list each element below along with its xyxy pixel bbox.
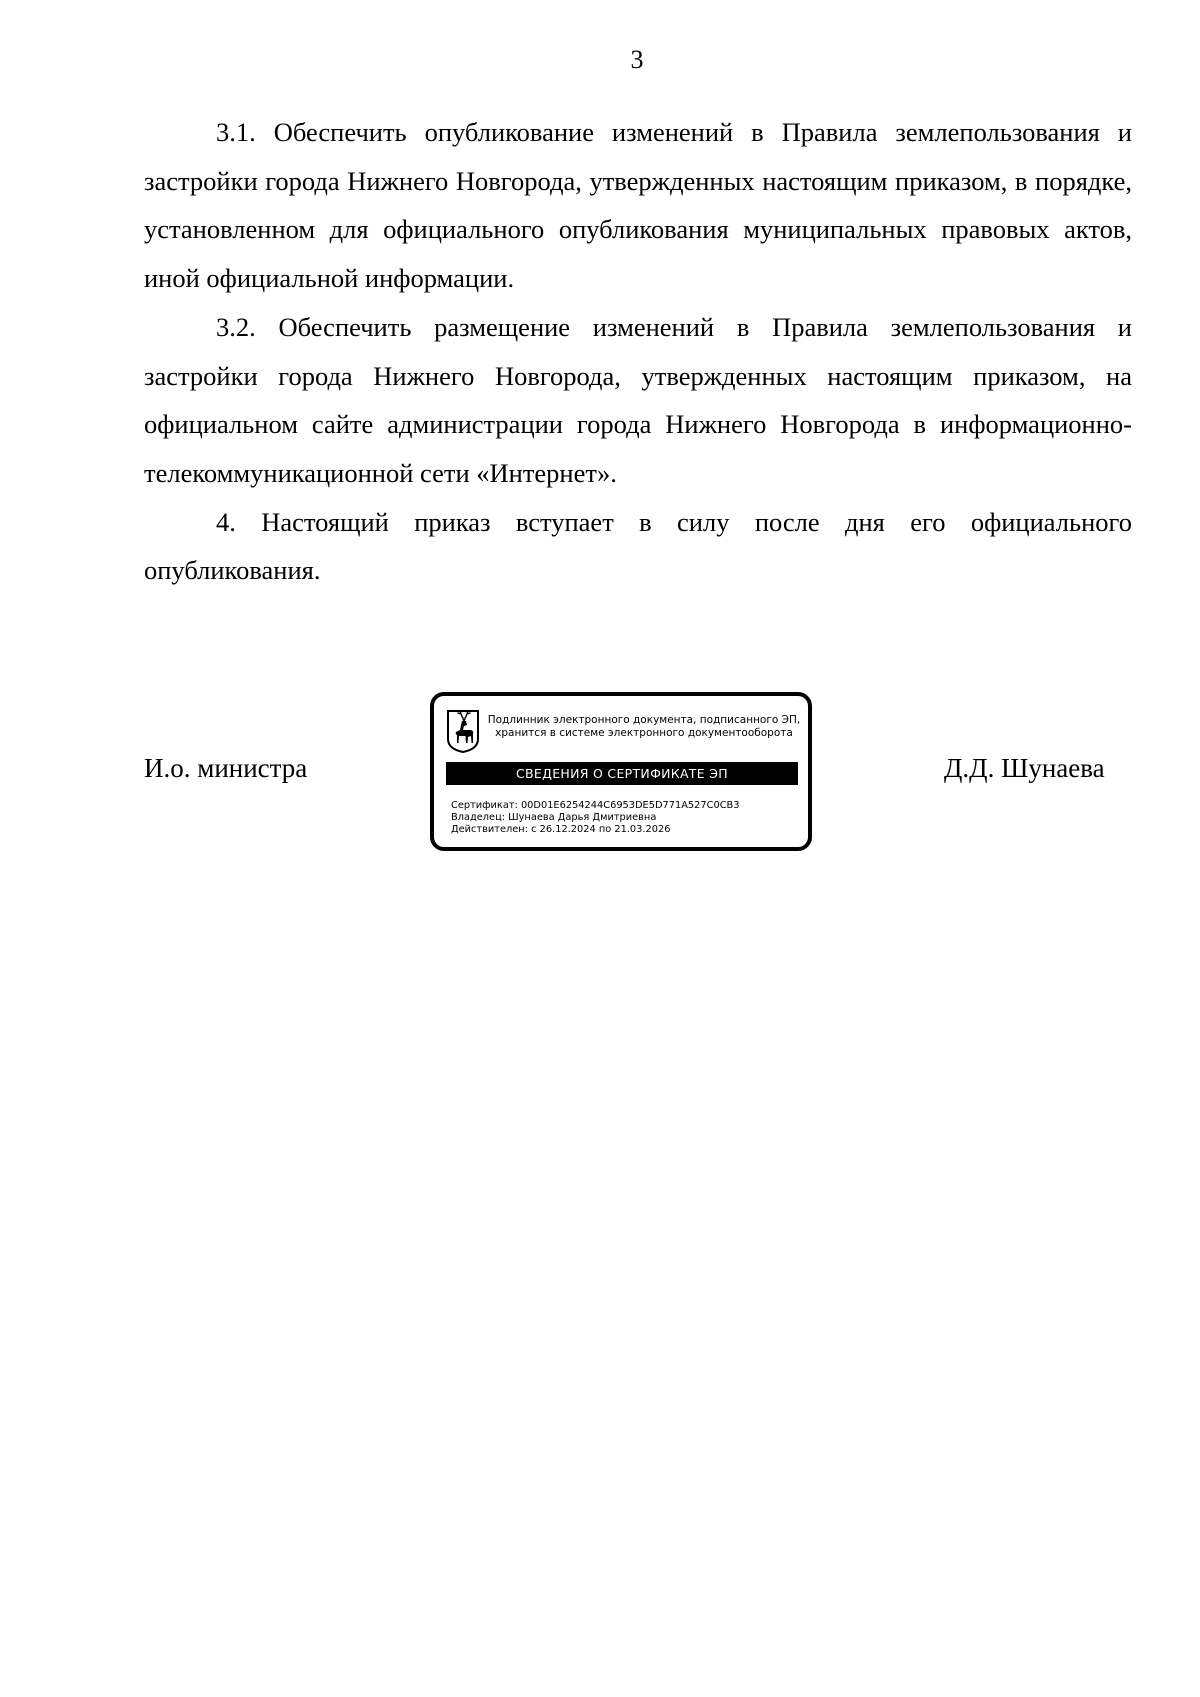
signer-position: И.о. министра	[144, 753, 308, 783]
stamp-header-line1: Подлинник электронного документа, подписанного ЭП,	[487, 714, 801, 726]
stamp-validity: Действителен: с 26.12.2024 по 21.03.2026	[451, 824, 671, 835]
stamp-certificate-bar: СВЕДЕНИЯ О СЕРТИФИКАТЕ ЭП	[446, 762, 798, 785]
electronic-signature-stamp	[430, 692, 812, 851]
paragraph-3-2: 3.2. Обеспечить размещение изменений в Правила землепользования и застройки города Нижнего Новгорода, утвержденных настоящим приказом, на официальном сайте администрации города Нижнего Новгорода в информационно-телекоммуникационной сети «Интернет».	[144, 311, 1132, 488]
stamp-certificate: Сертификат: 00D01E6254244C6953DE5D771A527C0CB3	[451, 800, 740, 811]
stamp-owner: Владелец: Шунаева Дарья Дмитриевна	[451, 812, 657, 823]
nizhny-novgorod-deer-emblem-icon	[446, 709, 480, 754]
paragraph-4: 4. Настоящий приказ вступает в силу после дня его официального опубликования.	[144, 506, 1132, 586]
paragraph-3-1: 3.1. Обеспечить опубликование изменений в Правила землепользования и застройки города Нижнего Новгорода, утвержденных настоящим приказом, в порядке, установленном для официального опубликования муниципальных правовых актов, иной официальной информации.	[144, 117, 1132, 294]
signer-name: Д.Д. Шунаева	[944, 753, 1105, 783]
stamp-header	[484, 714, 804, 740]
page-number: 3	[630, 45, 644, 74]
stamp-details	[451, 800, 801, 836]
stamp-header-line2: хранится в системе электронного документооборота	[495, 727, 793, 739]
document-body	[144, 108, 1132, 595]
